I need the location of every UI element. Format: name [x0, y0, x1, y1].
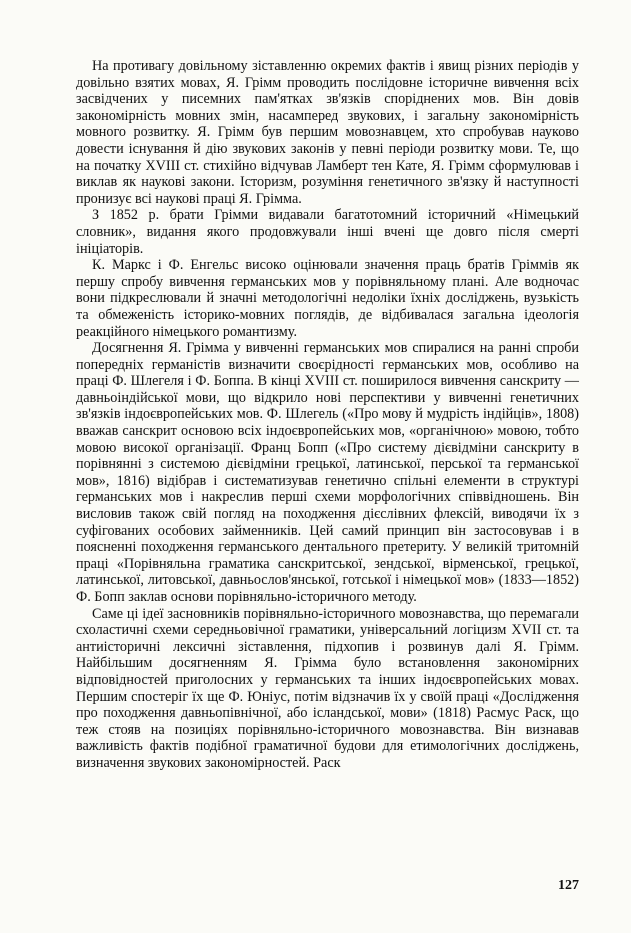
page-number: 127 [558, 878, 579, 893]
text-body [76, 58, 579, 772]
paragraph-4: Досягнення Я. Грімма у вивченні германських мов спиралися на ранні спроби попередніх германістів визначити своєрідності германських мов, особливо на праці Ф. Шлегеля і Ф. Боппа. В кінці XVIII ст. поширилося вивчення санскриту — давньоіндійської мови, що відкрило нові перспективи у вивченні генетичних зв'язків індоєвропейських мов. Ф. Шлегель («Про мову й мудрість індійців», 1808) вважав санскрит основою всіх індоєвропейських мов, «органічною» мовою, тобто мовою високої організації. Франц Бопп («Про систему дієвідміни санскриту в порівнянні з системою дієвідміни грецької, латинської, перської та германської мов», 1816) відібрав і систематизував генетично спільні елементи в структурі германських мов і накреслив перші схеми морфологічних співвідношень. Він висловив також свій погляд на походження дієслівних флексій, виводячи їх з суфігованих особових займенників. Цей самий принцип він застосовував і в поясненні походження германського дентального претериту. У великій тритомній праці «Порівняльна граматика санскритської, зендської, вірменської, грецької, латинської, литовської, давньослов'янської, готської і німецької мов» (1833—1852) Ф. Бопп заклав основи порівняльно-історичного методу. [76, 340, 579, 605]
paragraph-3: К. Маркс і Ф. Енгельс високо оцінювали значення праць братів Гріммів як першу спробу вивчення германських мов у порівняльному плані. Але водночас вони підкреслювали й значні методологічні недоліки їхніх досліджень, вузькість та обмеженість історико-мовних поглядів, де відбивалася загальна ідеологія реакційного німецького романтизму. [76, 257, 579, 340]
paragraph-2: З 1852 р. брати Грімми видавали багатотомний історичний «Німецький словник», видання якого продовжували інші вчені ще довго після смерті ініціаторів. [76, 207, 579, 257]
paragraph-1: На противагу довільному зіставленню окремих фактів і явищ різних періодів у довільно взятих мовах, Я. Грімм проводить послідовне історичне вивчення всіх засвідчених у писемних пам'ятках зв'язків споріднених мов. Він довів закономірність мовних змін, насамперед звукових, і загальну закономірність мовного розвитку. Я. Грімм був першим мовознавцем, хто спробував науково довести існування й дію звукових законів у певні періоди розвитку мови. Те, що на початку XVIII ст. стихійно відчував Ламберт тен Кате, Я. Грімм сформулював і виклав як наукові закони. Історизм, розуміння генетичного зв'язку й наступності пронизує всі наукові праці Я. Грімма. [76, 58, 579, 207]
paragraph-5: Саме ці ідеї засновників порівняльно-історичного мовознавства, що перемагали схоластичні схеми середньовічної граматики, універсальний логіцизм XVII ст. та антиісторичні лексичні зіставлення, підхопив і розвинув далі Я. Грімм. Найбільшим досягненням Я. Грімма було встановлення закономірних відповідностей приголосних у германських та інших індоєвропейських мовах. Першим спостеріг їх ще Ф. Юніус, потім відзначив їх у своїй праці «Дослідження про походження давньопівнічної, або ісландської, мови» (1818) Расмус Раск, що теж стояв на позиціях порівняльно-історичного мовознавства. Він визнавав важливість фактів подібної граматичної будови для етимологічних досліджень, визначення звукових закономірностей. Раск [76, 605, 579, 771]
